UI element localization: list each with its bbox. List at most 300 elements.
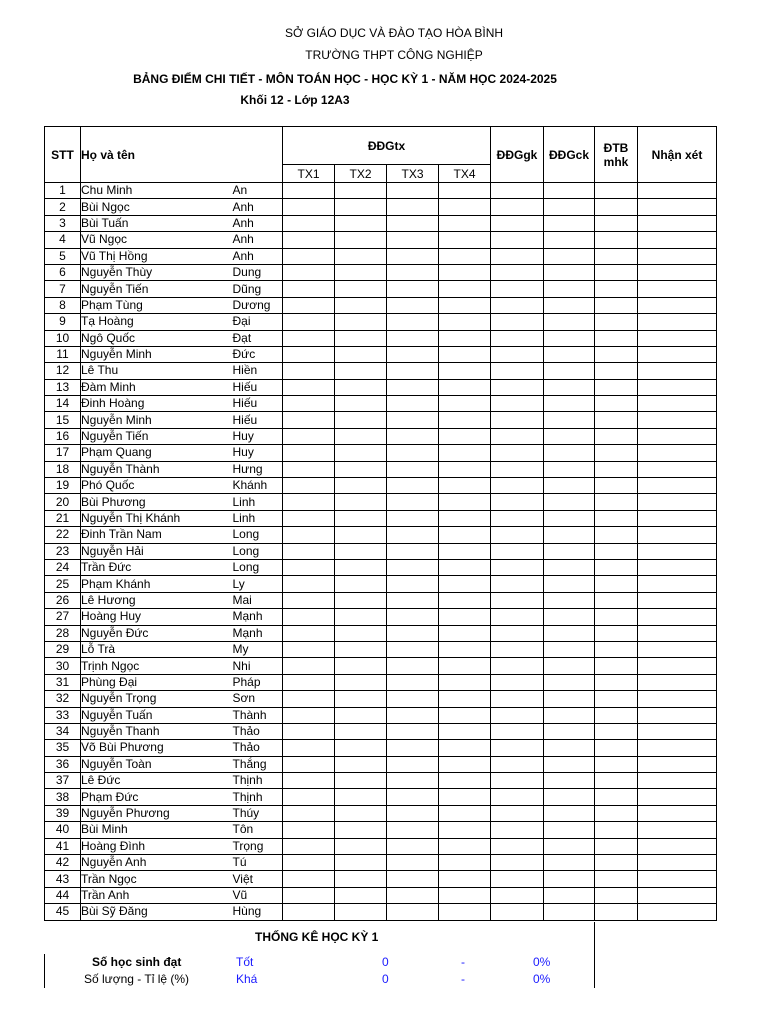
cell-dtb[interactable] — [595, 707, 638, 723]
cell-dtb[interactable] — [595, 592, 638, 608]
cell-dtb[interactable] — [595, 297, 638, 313]
cell-tx3[interactable] — [387, 625, 439, 641]
cell-dtb[interactable] — [595, 756, 638, 772]
cell-tx1[interactable] — [283, 871, 335, 887]
cell-tx2[interactable] — [335, 510, 387, 526]
cell-tx3[interactable] — [387, 461, 439, 477]
cell-comment[interactable] — [638, 904, 717, 920]
cell-tx1[interactable] — [283, 789, 335, 805]
cell-comment[interactable] — [638, 379, 717, 395]
cell-ddggk[interactable] — [491, 478, 544, 494]
cell-tx2[interactable] — [335, 805, 387, 821]
cell-tx2[interactable] — [335, 494, 387, 510]
cell-tx1[interactable] — [283, 904, 335, 920]
cell-ddggk[interactable] — [491, 363, 544, 379]
cell-tx1[interactable] — [283, 314, 335, 330]
cell-ddgck[interactable] — [544, 412, 595, 428]
cell-tx2[interactable] — [335, 346, 387, 362]
cell-ddggk[interactable] — [491, 183, 544, 199]
cell-tx2[interactable] — [335, 773, 387, 789]
cell-tx1[interactable] — [283, 379, 335, 395]
cell-tx2[interactable] — [335, 559, 387, 575]
cell-ddggk[interactable] — [491, 773, 544, 789]
cell-tx1[interactable] — [283, 674, 335, 690]
cell-comment[interactable] — [638, 248, 717, 264]
cell-ddggk[interactable] — [491, 723, 544, 739]
cell-tx3[interactable] — [387, 822, 439, 838]
cell-tx3[interactable] — [387, 707, 439, 723]
cell-ddgck[interactable] — [544, 691, 595, 707]
cell-tx3[interactable] — [387, 281, 439, 297]
cell-tx1[interactable] — [283, 838, 335, 854]
cell-ddgck[interactable] — [544, 396, 595, 412]
cell-tx1[interactable] — [283, 396, 335, 412]
cell-tx3[interactable] — [387, 723, 439, 739]
cell-tx1[interactable] — [283, 183, 335, 199]
cell-dtb[interactable] — [595, 510, 638, 526]
cell-dtb[interactable] — [595, 740, 638, 756]
cell-dtb[interactable] — [595, 855, 638, 871]
cell-tx1[interactable] — [283, 592, 335, 608]
cell-tx2[interactable] — [335, 445, 387, 461]
cell-ddgck[interactable] — [544, 330, 595, 346]
cell-tx3[interactable] — [387, 346, 439, 362]
cell-ddggk[interactable] — [491, 838, 544, 854]
cell-comment[interactable] — [638, 609, 717, 625]
cell-tx4[interactable] — [439, 412, 491, 428]
cell-tx2[interactable] — [335, 855, 387, 871]
cell-ddggk[interactable] — [491, 576, 544, 592]
cell-tx4[interactable] — [439, 592, 491, 608]
cell-comment[interactable] — [638, 822, 717, 838]
cell-ddgck[interactable] — [544, 576, 595, 592]
cell-comment[interactable] — [638, 838, 717, 854]
cell-comment[interactable] — [638, 314, 717, 330]
cell-comment[interactable] — [638, 576, 717, 592]
cell-dtb[interactable] — [595, 805, 638, 821]
cell-tx1[interactable] — [283, 855, 335, 871]
cell-tx1[interactable] — [283, 264, 335, 280]
cell-dtb[interactable] — [595, 658, 638, 674]
cell-tx1[interactable] — [283, 232, 335, 248]
cell-ddgck[interactable] — [544, 379, 595, 395]
cell-comment[interactable] — [638, 789, 717, 805]
cell-tx4[interactable] — [439, 248, 491, 264]
cell-tx4[interactable] — [439, 871, 491, 887]
cell-dtb[interactable] — [595, 264, 638, 280]
cell-tx4[interactable] — [439, 740, 491, 756]
cell-tx2[interactable] — [335, 248, 387, 264]
cell-tx2[interactable] — [335, 478, 387, 494]
cell-tx3[interactable] — [387, 740, 439, 756]
cell-ddggk[interactable] — [491, 510, 544, 526]
cell-comment[interactable] — [638, 396, 717, 412]
cell-tx4[interactable] — [439, 658, 491, 674]
cell-tx3[interactable] — [387, 183, 439, 199]
cell-tx2[interactable] — [335, 396, 387, 412]
cell-tx1[interactable] — [283, 461, 335, 477]
cell-tx2[interactable] — [335, 887, 387, 903]
cell-comment[interactable] — [638, 527, 717, 543]
cell-tx2[interactable] — [335, 281, 387, 297]
cell-tx1[interactable] — [283, 658, 335, 674]
cell-tx4[interactable] — [439, 527, 491, 543]
cell-comment[interactable] — [638, 330, 717, 346]
cell-ddggk[interactable] — [491, 215, 544, 231]
cell-tx4[interactable] — [439, 199, 491, 215]
cell-tx3[interactable] — [387, 412, 439, 428]
cell-ddgck[interactable] — [544, 428, 595, 444]
cell-tx2[interactable] — [335, 199, 387, 215]
cell-tx4[interactable] — [439, 461, 491, 477]
cell-comment[interactable] — [638, 805, 717, 821]
cell-comment[interactable] — [638, 855, 717, 871]
cell-ddggk[interactable] — [491, 494, 544, 510]
cell-ddggk[interactable] — [491, 904, 544, 920]
cell-tx3[interactable] — [387, 773, 439, 789]
cell-comment[interactable] — [638, 264, 717, 280]
cell-tx3[interactable] — [387, 904, 439, 920]
cell-dtb[interactable] — [595, 478, 638, 494]
cell-tx1[interactable] — [283, 625, 335, 641]
cell-dtb[interactable] — [595, 412, 638, 428]
cell-tx4[interactable] — [439, 609, 491, 625]
cell-ddgck[interactable] — [544, 674, 595, 690]
cell-ddgck[interactable] — [544, 592, 595, 608]
cell-comment[interactable] — [638, 363, 717, 379]
cell-dtb[interactable] — [595, 822, 638, 838]
cell-tx3[interactable] — [387, 658, 439, 674]
cell-tx4[interactable] — [439, 346, 491, 362]
cell-comment[interactable] — [638, 412, 717, 428]
cell-dtb[interactable] — [595, 641, 638, 657]
cell-comment[interactable] — [638, 871, 717, 887]
cell-tx4[interactable] — [439, 314, 491, 330]
cell-ddgck[interactable] — [544, 904, 595, 920]
cell-tx4[interactable] — [439, 822, 491, 838]
cell-tx3[interactable] — [387, 838, 439, 854]
cell-tx1[interactable] — [283, 559, 335, 575]
cell-ddgck[interactable] — [544, 297, 595, 313]
cell-dtb[interactable] — [595, 527, 638, 543]
cell-tx1[interactable] — [283, 281, 335, 297]
cell-comment[interactable] — [638, 199, 717, 215]
cell-tx2[interactable] — [335, 183, 387, 199]
cell-comment[interactable] — [638, 723, 717, 739]
cell-tx4[interactable] — [439, 494, 491, 510]
cell-dtb[interactable] — [595, 346, 638, 362]
cell-ddggk[interactable] — [491, 740, 544, 756]
cell-ddggk[interactable] — [491, 887, 544, 903]
cell-tx3[interactable] — [387, 510, 439, 526]
cell-comment[interactable] — [638, 674, 717, 690]
cell-dtb[interactable] — [595, 887, 638, 903]
cell-dtb[interactable] — [595, 494, 638, 510]
cell-dtb[interactable] — [595, 396, 638, 412]
cell-tx3[interactable] — [387, 887, 439, 903]
cell-ddgck[interactable] — [544, 822, 595, 838]
cell-ddggk[interactable] — [491, 756, 544, 772]
cell-comment[interactable] — [638, 232, 717, 248]
cell-comment[interactable] — [638, 740, 717, 756]
cell-tx4[interactable] — [439, 396, 491, 412]
cell-comment[interactable] — [638, 707, 717, 723]
cell-tx1[interactable] — [283, 576, 335, 592]
cell-comment[interactable] — [638, 559, 717, 575]
cell-tx4[interactable] — [439, 363, 491, 379]
cell-dtb[interactable] — [595, 625, 638, 641]
cell-tx4[interactable] — [439, 838, 491, 854]
cell-ddgck[interactable] — [544, 183, 595, 199]
cell-comment[interactable] — [638, 494, 717, 510]
cell-tx2[interactable] — [335, 461, 387, 477]
cell-ddggk[interactable] — [491, 871, 544, 887]
cell-ddggk[interactable] — [491, 461, 544, 477]
cell-ddgck[interactable] — [544, 641, 595, 657]
cell-tx3[interactable] — [387, 248, 439, 264]
cell-ddgck[interactable] — [544, 510, 595, 526]
cell-ddgck[interactable] — [544, 248, 595, 264]
cell-dtb[interactable] — [595, 723, 638, 739]
cell-ddgck[interactable] — [544, 346, 595, 362]
cell-dtb[interactable] — [595, 691, 638, 707]
cell-ddggk[interactable] — [491, 707, 544, 723]
cell-tx2[interactable] — [335, 428, 387, 444]
cell-comment[interactable] — [638, 887, 717, 903]
cell-comment[interactable] — [638, 543, 717, 559]
cell-ddggk[interactable] — [491, 855, 544, 871]
cell-ddgck[interactable] — [544, 625, 595, 641]
cell-ddgck[interactable] — [544, 494, 595, 510]
cell-ddggk[interactable] — [491, 396, 544, 412]
cell-dtb[interactable] — [595, 199, 638, 215]
cell-ddggk[interactable] — [491, 789, 544, 805]
cell-comment[interactable] — [638, 756, 717, 772]
cell-ddggk[interactable] — [491, 543, 544, 559]
cell-tx2[interactable] — [335, 740, 387, 756]
cell-tx1[interactable] — [283, 527, 335, 543]
cell-tx2[interactable] — [335, 215, 387, 231]
cell-tx3[interactable] — [387, 559, 439, 575]
cell-ddggk[interactable] — [491, 625, 544, 641]
cell-tx2[interactable] — [335, 609, 387, 625]
cell-tx4[interactable] — [439, 445, 491, 461]
cell-tx2[interactable] — [335, 756, 387, 772]
cell-dtb[interactable] — [595, 281, 638, 297]
cell-tx3[interactable] — [387, 691, 439, 707]
cell-tx1[interactable] — [283, 494, 335, 510]
cell-ddggk[interactable] — [491, 592, 544, 608]
cell-ddggk[interactable] — [491, 822, 544, 838]
cell-tx1[interactable] — [283, 215, 335, 231]
cell-tx1[interactable] — [283, 199, 335, 215]
cell-ddggk[interactable] — [491, 248, 544, 264]
cell-ddggk[interactable] — [491, 232, 544, 248]
cell-comment[interactable] — [638, 691, 717, 707]
cell-tx2[interactable] — [335, 658, 387, 674]
cell-tx4[interactable] — [439, 723, 491, 739]
cell-tx3[interactable] — [387, 527, 439, 543]
cell-tx4[interactable] — [439, 674, 491, 690]
cell-dtb[interactable] — [595, 215, 638, 231]
cell-ddggk[interactable] — [491, 609, 544, 625]
cell-ddggk[interactable] — [491, 805, 544, 821]
cell-tx1[interactable] — [283, 445, 335, 461]
cell-tx3[interactable] — [387, 428, 439, 444]
cell-tx1[interactable] — [283, 805, 335, 821]
cell-comment[interactable] — [638, 281, 717, 297]
cell-tx3[interactable] — [387, 641, 439, 657]
cell-ddgck[interactable] — [544, 756, 595, 772]
cell-tx1[interactable] — [283, 248, 335, 264]
cell-ddggk[interactable] — [491, 412, 544, 428]
cell-tx4[interactable] — [439, 855, 491, 871]
cell-tx1[interactable] — [283, 428, 335, 444]
cell-comment[interactable] — [638, 346, 717, 362]
cell-tx3[interactable] — [387, 199, 439, 215]
cell-tx1[interactable] — [283, 707, 335, 723]
cell-tx2[interactable] — [335, 641, 387, 657]
cell-tx3[interactable] — [387, 215, 439, 231]
cell-tx4[interactable] — [439, 559, 491, 575]
cell-ddggk[interactable] — [491, 314, 544, 330]
cell-ddgck[interactable] — [544, 723, 595, 739]
cell-ddgck[interactable] — [544, 855, 595, 871]
cell-tx3[interactable] — [387, 789, 439, 805]
cell-comment[interactable] — [638, 478, 717, 494]
cell-ddgck[interactable] — [544, 707, 595, 723]
cell-tx1[interactable] — [283, 887, 335, 903]
cell-tx1[interactable] — [283, 543, 335, 559]
cell-ddgck[interactable] — [544, 363, 595, 379]
cell-tx3[interactable] — [387, 379, 439, 395]
cell-tx2[interactable] — [335, 723, 387, 739]
cell-tx1[interactable] — [283, 822, 335, 838]
cell-comment[interactable] — [638, 592, 717, 608]
cell-tx3[interactable] — [387, 756, 439, 772]
cell-comment[interactable] — [638, 183, 717, 199]
cell-tx4[interactable] — [439, 789, 491, 805]
cell-ddggk[interactable] — [491, 297, 544, 313]
cell-dtb[interactable] — [595, 445, 638, 461]
cell-dtb[interactable] — [595, 314, 638, 330]
cell-tx4[interactable] — [439, 576, 491, 592]
cell-tx3[interactable] — [387, 543, 439, 559]
cell-tx3[interactable] — [387, 576, 439, 592]
cell-ddgck[interactable] — [544, 543, 595, 559]
cell-comment[interactable] — [638, 510, 717, 526]
cell-tx4[interactable] — [439, 478, 491, 494]
cell-dtb[interactable] — [595, 543, 638, 559]
cell-tx1[interactable] — [283, 363, 335, 379]
cell-tx1[interactable] — [283, 723, 335, 739]
cell-dtb[interactable] — [595, 248, 638, 264]
cell-ddgck[interactable] — [544, 232, 595, 248]
cell-ddggk[interactable] — [491, 346, 544, 362]
cell-dtb[interactable] — [595, 773, 638, 789]
cell-tx2[interactable] — [335, 264, 387, 280]
cell-comment[interactable] — [638, 428, 717, 444]
cell-tx1[interactable] — [283, 691, 335, 707]
cell-tx3[interactable] — [387, 232, 439, 248]
cell-tx2[interactable] — [335, 904, 387, 920]
cell-ddgck[interactable] — [544, 658, 595, 674]
cell-tx4[interactable] — [439, 691, 491, 707]
cell-ddgck[interactable] — [544, 887, 595, 903]
cell-ddggk[interactable] — [491, 658, 544, 674]
cell-tx2[interactable] — [335, 527, 387, 543]
cell-dtb[interactable] — [595, 461, 638, 477]
cell-dtb[interactable] — [595, 904, 638, 920]
cell-tx4[interactable] — [439, 887, 491, 903]
cell-tx1[interactable] — [283, 609, 335, 625]
cell-dtb[interactable] — [595, 428, 638, 444]
cell-tx1[interactable] — [283, 641, 335, 657]
cell-dtb[interactable] — [595, 363, 638, 379]
cell-ddggk[interactable] — [491, 264, 544, 280]
cell-comment[interactable] — [638, 641, 717, 657]
cell-ddggk[interactable] — [491, 674, 544, 690]
cell-tx4[interactable] — [439, 543, 491, 559]
cell-tx1[interactable] — [283, 412, 335, 428]
cell-tx2[interactable] — [335, 330, 387, 346]
cell-comment[interactable] — [638, 215, 717, 231]
cell-tx2[interactable] — [335, 543, 387, 559]
cell-tx4[interactable] — [439, 805, 491, 821]
cell-comment[interactable] — [638, 658, 717, 674]
cell-ddgck[interactable] — [544, 445, 595, 461]
cell-tx2[interactable] — [335, 871, 387, 887]
cell-tx2[interactable] — [335, 838, 387, 854]
cell-tx4[interactable] — [439, 232, 491, 248]
cell-tx2[interactable] — [335, 412, 387, 428]
cell-tx4[interactable] — [439, 281, 491, 297]
cell-tx2[interactable] — [335, 822, 387, 838]
cell-ddggk[interactable] — [491, 691, 544, 707]
cell-tx3[interactable] — [387, 445, 439, 461]
cell-tx4[interactable] — [439, 510, 491, 526]
cell-tx1[interactable] — [283, 510, 335, 526]
cell-ddggk[interactable] — [491, 281, 544, 297]
cell-tx3[interactable] — [387, 314, 439, 330]
cell-ddgck[interactable] — [544, 805, 595, 821]
cell-ddgck[interactable] — [544, 871, 595, 887]
cell-tx4[interactable] — [439, 215, 491, 231]
cell-dtb[interactable] — [595, 183, 638, 199]
cell-dtb[interactable] — [595, 789, 638, 805]
cell-ddgck[interactable] — [544, 838, 595, 854]
cell-dtb[interactable] — [595, 576, 638, 592]
cell-tx1[interactable] — [283, 297, 335, 313]
cell-tx4[interactable] — [439, 379, 491, 395]
cell-dtb[interactable] — [595, 838, 638, 854]
cell-tx1[interactable] — [283, 756, 335, 772]
cell-ddgck[interactable] — [544, 215, 595, 231]
cell-tx1[interactable] — [283, 773, 335, 789]
cell-comment[interactable] — [638, 625, 717, 641]
cell-tx3[interactable] — [387, 871, 439, 887]
cell-tx3[interactable] — [387, 609, 439, 625]
cell-comment[interactable] — [638, 445, 717, 461]
cell-ddggk[interactable] — [491, 527, 544, 543]
cell-comment[interactable] — [638, 461, 717, 477]
cell-tx4[interactable] — [439, 773, 491, 789]
cell-ddgck[interactable] — [544, 559, 595, 575]
cell-ddgck[interactable] — [544, 773, 595, 789]
cell-dtb[interactable] — [595, 871, 638, 887]
cell-tx3[interactable] — [387, 805, 439, 821]
cell-tx4[interactable] — [439, 756, 491, 772]
